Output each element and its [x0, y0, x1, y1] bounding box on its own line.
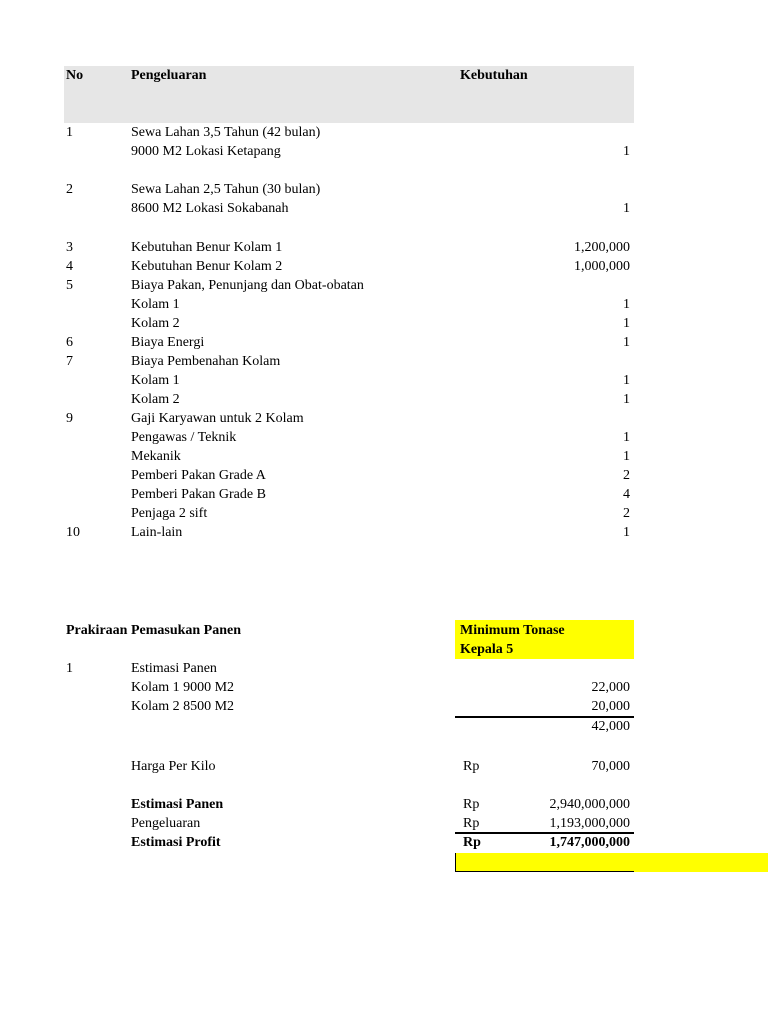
price-currency: Rp — [463, 759, 480, 774]
row-value: 1 — [623, 430, 630, 445]
row-item: 9000 M2 Lokasi Ketapang — [131, 144, 281, 159]
expense-currency: Rp — [463, 816, 480, 831]
row-number: 6 — [66, 335, 73, 350]
profit-label: Estimasi Profit — [131, 835, 221, 850]
row-value: 1 — [623, 144, 630, 159]
row-number: 9 — [66, 411, 73, 426]
min-tonnage-label: Minimum Tonase — [460, 623, 565, 638]
row-value: 1,000,000 — [574, 259, 630, 274]
row-value: 1 — [623, 525, 630, 540]
row-item: Kolam 1 — [131, 373, 180, 388]
row-value: 2 — [623, 468, 630, 483]
profit-currency: Rp — [463, 835, 481, 850]
row-item: Sewa Lahan 2,5 Tahun (30 bulan) — [131, 182, 321, 197]
row-number: 3 — [66, 240, 73, 255]
row-value: 1 — [623, 297, 630, 312]
column-header-no: No — [66, 68, 84, 83]
row-item: Biaya Pembenahan Kolam — [131, 354, 281, 369]
row-item: Pengawas / Teknik — [131, 430, 237, 445]
row-number: 2 — [66, 182, 73, 197]
column-header-item: Pengeluaran — [131, 68, 207, 83]
row-item: 8600 M2 Lokasi Sokabanah — [131, 201, 289, 216]
price-value: 70,000 — [591, 759, 630, 774]
row-item: Kolam 2 — [131, 316, 180, 331]
pond1-label: Kolam 1 9000 M2 — [131, 680, 235, 695]
row-value: 2 — [623, 506, 630, 521]
harvest-label: Estimasi Panen — [131, 797, 224, 812]
row-item: Kebutuhan Benur Kolam 2 — [131, 259, 283, 274]
column-header-need: Kebutuhan — [460, 68, 528, 83]
row-item: Kolam 2 — [131, 392, 180, 407]
estimate-label: Estimasi Panen — [131, 661, 217, 676]
row-value: 1 — [623, 335, 630, 350]
min-tonnage-sublabel: Kepala 5 — [460, 642, 514, 657]
row-number: 4 — [66, 259, 73, 274]
pond2-label: Kolam 2 8500 M2 — [131, 699, 235, 714]
row-number: 10 — [66, 525, 80, 540]
income-row-no: 1 — [66, 661, 73, 676]
row-value: 1 — [623, 449, 630, 464]
row-value: 1 — [623, 392, 630, 407]
pond2-value: 20,000 — [591, 699, 630, 714]
expense-label: Pengeluaran — [131, 816, 201, 831]
row-number: 1 — [66, 125, 73, 140]
row-item: Lain-lain — [131, 525, 183, 540]
row-value: 1,200,000 — [574, 240, 630, 255]
row-item: Penjaga 2 sift — [131, 506, 208, 521]
profit-value: 1,747,000,000 — [549, 835, 630, 850]
row-item: Sewa Lahan 3,5 Tahun (42 bulan) — [131, 125, 321, 140]
row-value: 1 — [623, 316, 630, 331]
row-item: Pemberi Pakan Grade B — [131, 487, 266, 502]
row-value: 1 — [623, 373, 630, 388]
row-item: Gaji Karyawan untuk 2 Kolam — [131, 411, 304, 426]
row-item: Mekanik — [131, 449, 181, 464]
harvest-currency: Rp — [463, 797, 480, 812]
harvest-value: 2,940,000,000 — [549, 797, 630, 812]
row-item: Kolam 1 — [131, 297, 180, 312]
total-tonnage-value: 42,000 — [591, 719, 630, 734]
row-item: Biaya Pakan, Penunjang dan Obat-obatan — [131, 278, 364, 293]
price-label: Harga Per Kilo — [131, 759, 216, 774]
row-item: Biaya Energi — [131, 335, 205, 350]
row-number: 5 — [66, 278, 73, 293]
row-number: 7 — [66, 354, 73, 369]
expense-value: 1,193,000,000 — [549, 816, 630, 831]
row-item: Pemberi Pakan Grade A — [131, 468, 266, 483]
row-value: 4 — [623, 487, 630, 502]
income-section-title: Prakiraan Pemasukan Panen — [66, 623, 242, 638]
row-item: Kebutuhan Benur Kolam 1 — [131, 240, 283, 255]
row-value: 1 — [623, 201, 630, 216]
highlight-cell-border — [455, 853, 634, 872]
pond1-value: 22,000 — [591, 680, 630, 695]
